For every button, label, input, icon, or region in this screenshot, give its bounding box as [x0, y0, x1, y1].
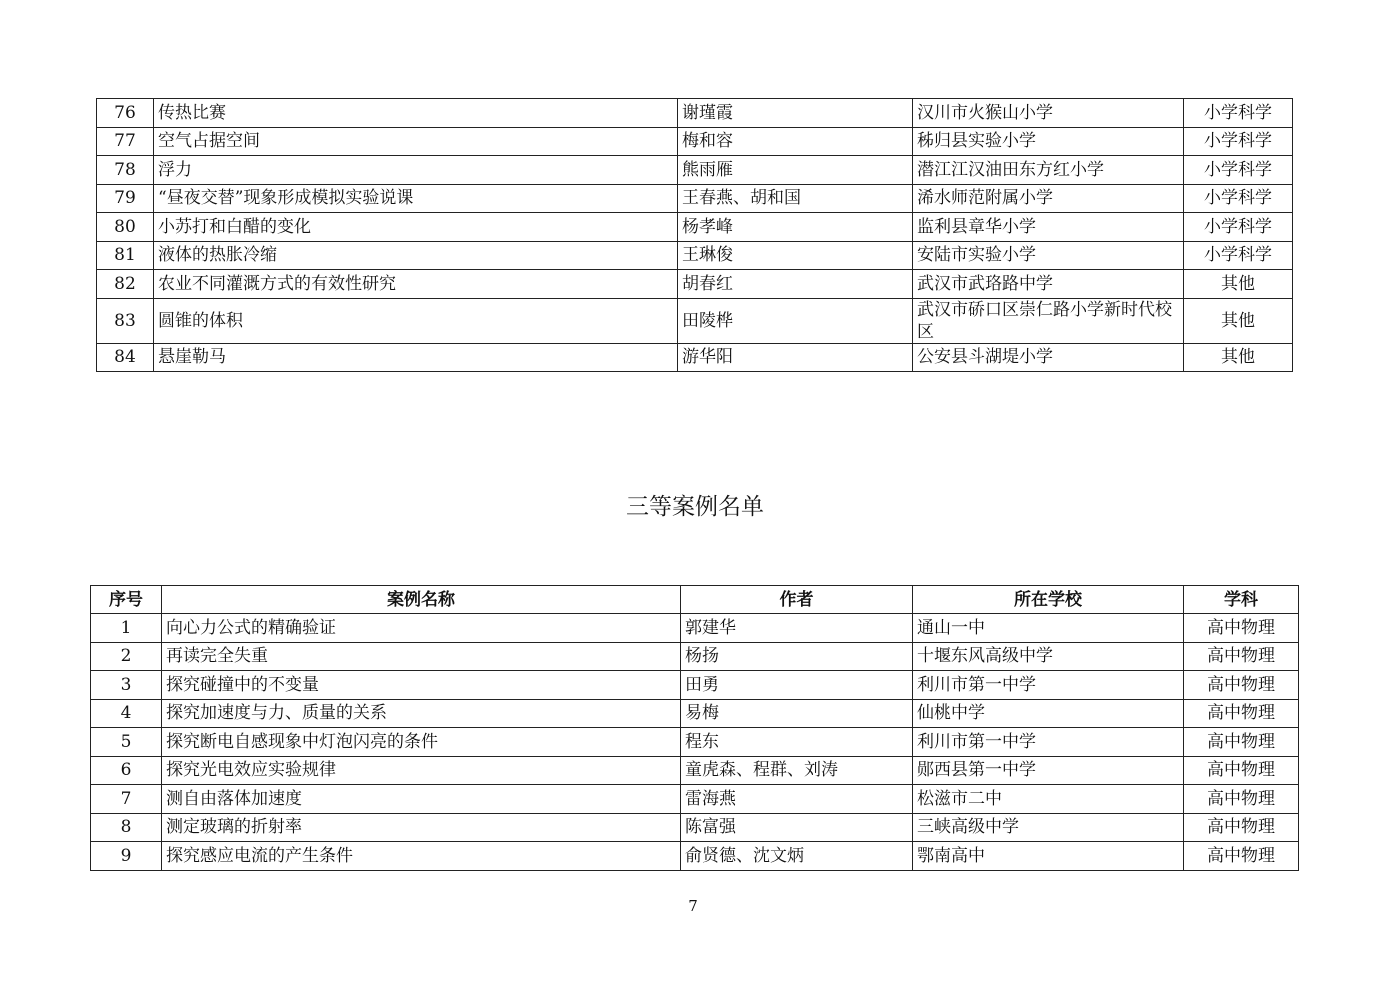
cell-index: 81 [97, 241, 154, 270]
cell-index: 78 [97, 156, 154, 185]
table-row [91, 671, 1299, 700]
table-row [91, 699, 1299, 728]
cell-index: 3 [91, 671, 162, 700]
cell-case-name: 农业不同灌溉方式的有效性研究 [154, 270, 678, 299]
cell-index: 83 [97, 298, 154, 343]
header-school: 所在学校 [913, 586, 1184, 614]
cell-subject: 其他 [1184, 343, 1293, 372]
cell-school: 郧西县第一中学 [913, 756, 1184, 785]
cell-school: 秭归县实验小学 [913, 127, 1184, 156]
table-row [91, 785, 1299, 814]
cell-index: 80 [97, 213, 154, 242]
cell-index: 9 [91, 842, 162, 871]
cell-index: 84 [97, 343, 154, 372]
table-header-row [91, 586, 1299, 614]
cell-subject: 小学科学 [1184, 184, 1293, 213]
cell-school: 公安县斗湖堤小学 [913, 343, 1184, 372]
cell-index: 82 [97, 270, 154, 299]
table-row [97, 270, 1293, 299]
cell-author: 郭建华 [681, 614, 913, 643]
table-row [97, 127, 1293, 156]
cell-school: 汉川市火猴山小学 [913, 99, 1184, 128]
cell-case-name: 小苏打和白醋的变化 [154, 213, 678, 242]
cell-index: 8 [91, 813, 162, 842]
cell-author: 雷海燕 [681, 785, 913, 814]
cell-index: 77 [97, 127, 154, 156]
header-index: 序号 [91, 586, 162, 614]
section-title: 三等案例名单 [626, 494, 764, 520]
cell-author: 田陵桦 [678, 298, 913, 343]
cell-case-name: 测自由落体加速度 [162, 785, 681, 814]
cell-subject: 其他 [1184, 298, 1293, 343]
cell-school: 浠水师范附属小学 [913, 184, 1184, 213]
cell-school: 松滋市二中 [913, 785, 1184, 814]
table-row [97, 241, 1293, 270]
cell-index: 7 [91, 785, 162, 814]
cell-author: 程东 [681, 728, 913, 757]
cell-subject: 高中物理 [1184, 728, 1299, 757]
table-row [97, 184, 1293, 213]
third-prize-table [90, 585, 1299, 871]
cell-author: 谢瑾霞 [678, 99, 913, 128]
cell-author: 熊雨雁 [678, 156, 913, 185]
cell-index: 1 [91, 614, 162, 643]
cell-author: 童虎森、程群、刘涛 [681, 756, 913, 785]
cell-author: 杨孝峰 [678, 213, 913, 242]
cell-case-name: “昼夜交替”现象形成模拟实验说课 [154, 184, 678, 213]
cell-index: 76 [97, 99, 154, 128]
cell-case-name: 传热比赛 [154, 99, 678, 128]
cell-school: 武汉市武珞路中学 [913, 270, 1184, 299]
cell-school: 武汉市硚口区崇仁路小学新时代校区 [913, 298, 1184, 343]
cell-case-name: 探究碰撞中的不变量 [162, 671, 681, 700]
table-row [91, 842, 1299, 871]
award-table-continued [96, 98, 1293, 372]
table-row [91, 642, 1299, 671]
header-subject: 学科 [1184, 586, 1299, 614]
header-author: 作者 [681, 586, 913, 614]
cell-case-name: 探究加速度与力、质量的关系 [162, 699, 681, 728]
cell-subject: 高中物理 [1184, 699, 1299, 728]
header-case-name: 案例名称 [162, 586, 681, 614]
table-row [91, 813, 1299, 842]
cell-school: 利川市第一中学 [913, 671, 1184, 700]
cell-case-name: 探究感应电流的产生条件 [162, 842, 681, 871]
cell-school: 通山一中 [913, 614, 1184, 643]
cell-subject: 小学科学 [1184, 156, 1293, 185]
cell-subject: 高中物理 [1184, 642, 1299, 671]
cell-index: 4 [91, 699, 162, 728]
cell-author: 杨扬 [681, 642, 913, 671]
cell-school: 安陆市实验小学 [913, 241, 1184, 270]
cell-author: 田勇 [681, 671, 913, 700]
cell-author: 俞贤德、沈文炳 [681, 842, 913, 871]
third-prize-table-body [91, 614, 1299, 871]
table-row [91, 614, 1299, 643]
table-row [91, 756, 1299, 785]
cell-author: 王春燕、胡和国 [678, 184, 913, 213]
cell-index: 6 [91, 756, 162, 785]
cell-school: 利川市第一中学 [913, 728, 1184, 757]
cell-author: 梅和容 [678, 127, 913, 156]
cell-case-name: 浮力 [154, 156, 678, 185]
cell-case-name: 空气占据空间 [154, 127, 678, 156]
cell-index: 79 [97, 184, 154, 213]
cell-school: 十堰东风高级中学 [913, 642, 1184, 671]
cell-author: 胡春红 [678, 270, 913, 299]
cell-case-name: 探究断电自感现象中灯泡闪亮的条件 [162, 728, 681, 757]
cell-author: 陈富强 [681, 813, 913, 842]
table-row [97, 343, 1293, 372]
cell-school: 监利县章华小学 [913, 213, 1184, 242]
table-row [97, 156, 1293, 185]
cell-subject: 高中物理 [1184, 785, 1299, 814]
cell-school: 潜江江汉油田东方红小学 [913, 156, 1184, 185]
table-row [91, 728, 1299, 757]
cell-school: 仙桃中学 [913, 699, 1184, 728]
cell-school: 三峡高级中学 [913, 813, 1184, 842]
cell-subject: 小学科学 [1184, 127, 1293, 156]
cell-subject: 小学科学 [1184, 213, 1293, 242]
cell-subject: 高中物理 [1184, 671, 1299, 700]
cell-school: 鄂南高中 [913, 842, 1184, 871]
cell-subject: 高中物理 [1184, 756, 1299, 785]
cell-case-name: 液体的热胀冷缩 [154, 241, 678, 270]
cell-author: 游华阳 [678, 343, 913, 372]
cell-subject: 小学科学 [1184, 241, 1293, 270]
cell-author: 易梅 [681, 699, 913, 728]
cell-case-name: 再读完全失重 [162, 642, 681, 671]
table-row [97, 99, 1293, 128]
cell-case-name: 探究光电效应实验规律 [162, 756, 681, 785]
cell-index: 5 [91, 728, 162, 757]
award-table-continued-body [97, 99, 1293, 372]
cell-subject: 高中物理 [1184, 813, 1299, 842]
cell-index: 2 [91, 642, 162, 671]
cell-case-name: 圆锥的体积 [154, 298, 678, 343]
cell-case-name: 测定玻璃的折射率 [162, 813, 681, 842]
table-row [97, 213, 1293, 242]
cell-subject: 其他 [1184, 270, 1293, 299]
page-number: 7 [688, 897, 698, 915]
cell-case-name: 向心力公式的精确验证 [162, 614, 681, 643]
table-row [97, 298, 1293, 343]
cell-subject: 高中物理 [1184, 842, 1299, 871]
cell-subject: 高中物理 [1184, 614, 1299, 643]
cell-subject: 小学科学 [1184, 99, 1293, 128]
cell-author: 王琳俊 [678, 241, 913, 270]
cell-case-name: 悬崖勒马 [154, 343, 678, 372]
